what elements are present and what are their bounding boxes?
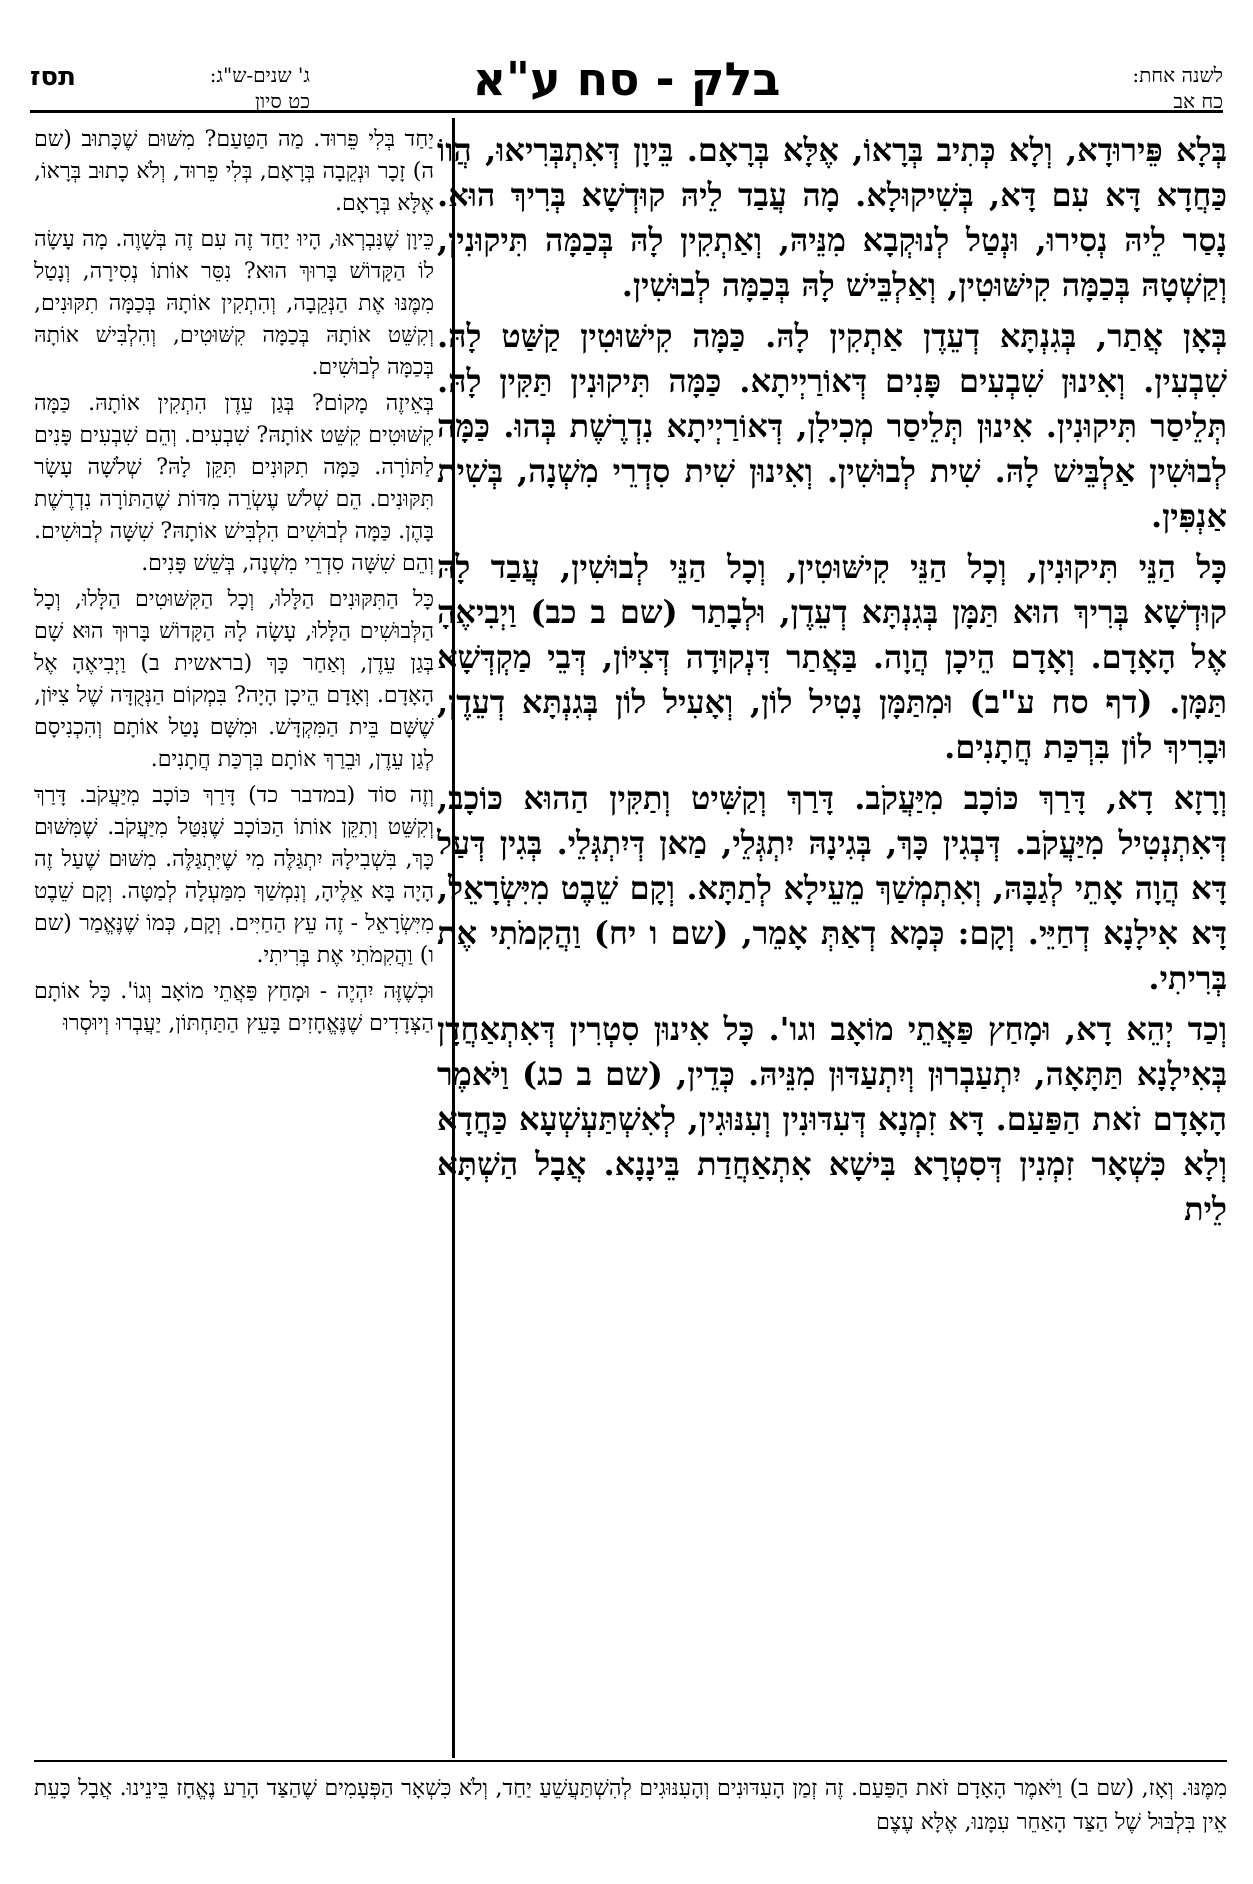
three-year-label: ג' שנים-ש"ג: [209,63,310,87]
main-aramaic-column [437,128,1227,1738]
three-year-date: כט סיון [254,89,310,113]
one-year-label: לשנה אחת: [1132,63,1223,87]
translation-column [34,124,434,1754]
main-paragraph: וְרָזָא דָא, דָּרַךְ כּוֹכָב מִיַּעֲקֹב. דָּרַךְ וְקַשִּׁיט וְתַקִּין הַהוּא כּוֹכָב, דְּאִתְנְטִיל מִיַּעֲקֹב. דְּבְגִין כָּךְ, בְּגִינָהּ יִתְגְּלֵי, מַאן דְּיִתְגְּלֵי. בְּגִין דְּעַל דָּא הֲוָה אָתֵי לְגַבָּהּ, וְאִתְמְשַׁךְ מֵעֵילָא לְתַתָּא. וְקָם שֵׁבֶט מִיִּשְׂרָאֵל, דָּא אִילָנָא דְחַיֵּי. וְקָם: כְּמָא דְאַתְּ אָמֵר, (שם ו יח) וַהֲקִמֹתִי אֶת בְּרִיתִי. [437,779,1227,997]
side-paragraph: כָּל הַתִּקּוּנִים הַלָּלוּ, וְכָל הַקִּשּׁוּטִים הַלָּלוּ, וְכָל הַלְּבוּשִׁים הַלָּלוּ, עָשָׂה לָהּ הַקָּדוֹשׁ בָּרוּךְ הוּא שָׁם בְּגַן עֵדֶן, וְאַחַר כָּךְ (בראשית ב) וַיְבִיאֶהָ אֶל הָאָדָם. וְאָדָם הֵיכָן הָיָה? בִּמְקוֹם הַנְּקֻדָּה שֶׁל צִיּוֹן, שֶׁשָּׁם בֵּית הַמִּקְדָּשׁ. וּמִשָּׁם נָטַל אוֹתָם וְהִכְנִיסָם לְגַן עֵדֶן, וּבֵרַךְ אוֹתָם בִּרְכַּת חֲתָנִים. [34,587,434,772]
main-paragraph: בְּאָן אֲתַר, בְּגִנְתָּא דְעֵדֶן אַתְקִין לָהּ. כַּמָּה קִישּׁוּטִין קַשַּׁט לָהּ. שִׁבְעִין. וְאִינוּן שִׁבְעִים פָּנִים דְּאוֹרַיְיתָא. כַּמָּה תִּיקוּנִין תַּקִּין לָהּ. תְּלֵיסַר תִּיקוּנִין. אִינוּן תְּלֵיסַר מְכִילָן, דְּאוֹרַיְיתָא נִדְרֶשֶׁת בְּהוּ. כַּמָּה לְבוּשִׁין אַלְבֵּישׁ לָהּ. שִׁית לְבוּשִׁין. וְאִינוּן שִׁית סִדְרֵי מִשְׁנָה, בְּשִׁית אַנְפִּין. [437,317,1227,535]
column-divider [452,118,455,1758]
one-year-date: כח אב [1173,89,1223,113]
footer-paragraph: מִמֶּנּוּ. וְאָז, (שם ב) וַיֹּאמֶר הָאָדָם זֹאת הַפַּעַם. זֶה זְמַן הָעִדּוּנִים וְהָעִנּוּגִים לְהִשְׁתַּעֲשֵׁעַ יַחַד, וְלֹא כִּשְׁאָר הַפְּעָמִים שֶׁהַצַּד הָרַע נֶאֱחָז בֵּינֵינוּ. אֲבָל כָּעֵת אֵין בִּלְבּוּל שֶׁל הַצַּד הָאַחֵר עִמָּנוּ, אֶלָּא עֶצֶם [34,1776,1227,1835]
main-paragraph: וְכַד יְהֵא דָא, וּמָחַץ פַּאֲתֵי מוֹאָב וגו'. כָּל אִינוּן סִטְרִין דְּאִתְאַחֲדָן בְּאִילָנָא תַּתָּאָה, יִתְעַבְרוּן וְיִתְעַדּוּן מִנֵּיהּ. כְּדֵין, (שם ב כג) וַיֹּאמֶר הָאָדָם זֹאת הַפַּעַם. דָּא זִמְנָא דְּעִדּוּנִין וְעִנּוּגִין, לְאִשְׁתַּעְשְׁעָא כַּחֲדָא וְלָא כִּשְׁאָר זִמְנִין דְּסִטְרָא בִּישָׁא אִתְאַחֲדַת בֵּינָנָא. אֲבָל הַשְׁתָּא לֵית [437,1010,1227,1228]
page-title: בלק - סח ע"א [472,52,781,106]
side-paragraph: בְּאֵיזֶה מָקוֹם? בְּגַן עֵדֶן הִתְקִין אוֹתָהּ. כַּמָּה קִשּׁוּטִים קִשֵּׁט אוֹתָהּ? שִׁבְעִים. וְהֵם שִׁבְעִים פָּנִים לַתּוֹרָה. כַּמָּה תִקּוּנִים תִּקֵּן לָהּ? שְׁלֹשָׁה עָשָׂר תִּקּוּנִים. הֵם שְׁלֹשׁ עֶשְׂרֵה מִדּוֹת שֶׁהַתּוֹרָה נִדְרֶשֶׁת בָּהֶן. כַּמָּה לְבוּשִׁים הִלְבִּישׁ אוֹתָהּ? שִׁשָּׁה לְבוּשִׁים. וְהֵם שִׁשָּׁה סִדְרֵי מִשְׁנָה, בְּשֵׁשׁ פָּנִים. [34,391,434,576]
main-paragraph: בְּלָא פֵּירוּדָא, וְלָא כְּתִיב בְּרָאוֹ, אֶלָּא בְּרָאָם. בֵּיוָן דְּאִתְבְּרִיאוּ, הֲווֹ כַּחֲדָא דָּא עִם דָּא, בְּשִׁיקוּלָא. מָה עֲבַד לֵיהּ קוּדְשָׁא בְּרִיךְ הוּא. נָסַר לֵיהּ נְסִירוּ, וּנְטַל לְנוּקְבָא מִנֵּיהּ, וְאַתְקִין לָהּ בְּכַמָּה תִּיקוּנִין, וְקַשְׁטָהּ בְּכַמָּה קִישּׁוּטִין, וְאַלְבֵּישׁ לָהּ בְּכַמָּה לְבוּשִׁין. [437,131,1227,304]
side-paragraph: וְזֶה סוֹד (במדבר כד) דָּרַךְ כּוֹכָב מִיַּעֲקֹב. דָּרַךְ וְקִשֵּׁט וְתִקֵּן אוֹתוֹ הַכּוֹכָב שֶׁנִּטַּל מִיַּעֲקֹב. שֶׁמִּשּׁוּם כָּךְ, בִּשְׁבִילָהּ יִתְגַּלֶּה מִי שֶׁיִּתְגַּלֶּה. מִשּׁוּם שֶׁעַל זֶה הָיָה בָּא אֵלֶיהָ, וְנִמְשַׁךְ מִמַּעְלָה לְמַטָּה. וְקָם שֵׁבֶט מִיִּשְׂרָאֵל - זֶה עֵץ הַחַיִּים. וְקָם, כְּמוֹ שֶׁנֶּאֱמַר (שם ו) וַהֲקִמֹתִי אֶת בְּרִיתִי. [34,783,434,968]
page-header [0,0,1253,113]
header-rule [30,110,1223,113]
footer-translation [34,1760,1227,1882]
three-year-schedule [150,62,310,114]
side-paragraph: וּכְשֶׁזֶּה יִהְיֶה - וּמָחַץ פַּאֲתֵי מוֹאָב וְגוֹ'. כָּל אוֹתָם הַצְּדָדִים שֶׁנֶּאֱחָזִים בָּעֵץ הַתַּחְתּוֹן, יַעֲבְרוּ וְיוּסְרוּ [34,979,434,1036]
side-paragraph: כֵּיוָן שֶׁנִּבְרְאוּ, הָיוּ יַחַד זֶה עִם זֶה בְּשָׁוֶה. מָה עָשָׂה לוֹ הַקָּדוֹשׁ בָּרוּךְ הוּא? נִסֵּר אוֹתוֹ נְסִירָה, וְנָטַל מִמֶּנּוּ אֶת הַנְּקֵבָה, וְהִתְקִין אוֹתָהּ בְּכַמָּה תִקּוּנִים, וְקִשֵּׁט אוֹתָהּ בְּכַמָּה קִשּׁוּטִים, וְהִלְבִּישׁ אוֹתָהּ בְּכַמָּה לְבוּשִׁים. [34,227,434,380]
page-number: תסז [30,62,76,92]
main-paragraph: כָּל הַנֵּי תִּיקוּנִין, וְכָל הַנֵּי קִישּׁוּטִין, וְכָל הַנֵּי לְבוּשִׁין, עֲבַד לָהּ קוּדְשָׁא בְּרִיךְ הוּא תַּמָּן בְּגִנְתָּא דְעֵדֶן, וּלְבָתַר (שם ב כב) וַיְבִיאֶהָ אֶל הָאָדָם. וְאָדָם הֵיכָן הֲוָה. בַּאֲתַר דִּנְקוּדָה דְּצִיּוֹן, דְּבֵי מַקְדְּשָׁא תַּמָּן. (דף סח ע"ב) וּמִתַּמָּן נָטִיל לוֹן, וְאָעִיל לוֹן בְּגִנְתָּא דְעֵדֶן, וּבָרִיךְ לוֹן בִּרְכַּת חֲתָנִים. [437,548,1227,766]
side-paragraph: יַחַד בְּלִי פֵּרוּד. מַה הַטַּעַם? מִשּׁוּם שֶׁכָּתוּב (שם ה) זָכָר וּנְקֵבָה בְּרָאָם, בְּלִי פֵרוּד, וְלֹא כָתוּב בְּרָאוֹ, אֶלָּא בְּרָאָם. [34,127,434,216]
